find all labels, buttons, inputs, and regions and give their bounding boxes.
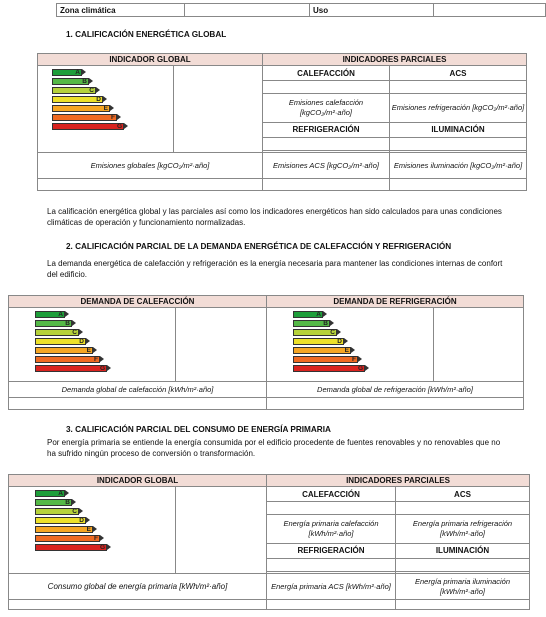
climate-zone-value[interactable] — [185, 4, 310, 17]
cooling-demand-label: Demanda global de refrigeración [kWh/m²·año] — [267, 382, 524, 398]
rating-bar-d: D — [293, 338, 344, 345]
rating-bar-c: C — [35, 508, 79, 515]
s3-global-rating-scale — [9, 487, 176, 574]
cooling-demand-total — [267, 398, 524, 410]
rating-bar-a: A — [35, 311, 65, 318]
rating-bar-e: E — [35, 347, 93, 354]
cooling-emissions-label: Emisiones refrigeración [kgCO₂/m²·año] — [390, 94, 527, 122]
rating-bar-a: A — [35, 490, 65, 497]
primary-energy-cooling-label: Energía primaria refrigeración [kWh/m²·año] — [396, 515, 530, 543]
rating-bar-c: C — [293, 329, 337, 336]
heating-emissions-label: Emisiones calefacción [kgCO₂/m²·año] — [263, 94, 390, 122]
section3-intro: Por energía primaria se entiende la energía consumida por el edificio procedente de fuentes renovables y no renovables que no ha sufrido ningún proceso de conversión o transformación. — [47, 438, 501, 458]
s3-acs-value — [396, 502, 530, 515]
rating-bar-g: G — [35, 365, 107, 372]
rating-bar-f: F — [52, 114, 117, 121]
s3-lighting-value — [396, 558, 530, 571]
rating-bar-g: G — [293, 365, 365, 372]
rating-bar-f: F — [35, 356, 100, 363]
rating-bar-g: G — [35, 544, 107, 551]
rating-bar-d: D — [35, 517, 86, 524]
global-rating-value — [174, 66, 263, 153]
s3-global-rating-value — [176, 487, 267, 574]
global-emissions-value — [38, 179, 263, 191]
acs-value — [390, 81, 527, 94]
rating-bar-c: C — [35, 329, 79, 336]
heating-value — [263, 81, 390, 94]
s3-lighting-header: ILUMINACIÓN — [396, 543, 530, 558]
acs-emissions-label: Emisiones ACS [kgCO₂/m²·año] — [263, 153, 390, 179]
section2-heading: 2. CALIFICACIÓN PARCIAL DE LA DEMANDA ENERGÉTICA DE CALEFACCIÓN Y REFRIGERACIÓN — [66, 242, 452, 251]
s3-global-indicator-header: INDICADOR GLOBAL — [9, 475, 267, 487]
rating-bar-b: B — [35, 499, 72, 506]
section3-heading: 3. CALIFICACIÓN PARCIAL DEL CONSUMO DE ENERGÍA PRIMARIA — [66, 425, 331, 434]
primary-energy-global-value — [9, 600, 267, 610]
use-value[interactable] — [434, 4, 546, 17]
use-label: Uso — [310, 4, 434, 17]
lighting-value — [390, 137, 527, 150]
rating-bar-e: E — [293, 347, 351, 354]
acs-emissions-value — [263, 179, 390, 191]
cooling-demand-scale — [267, 308, 434, 382]
s3-acs-header: ACS — [396, 487, 530, 502]
primary-energy-acs-label: Energía primaria ACS [kWh/m²·año] — [267, 574, 396, 600]
calculation-note: La calificación energética global y las parciales así como los indicadores energéticos han sido calculados para unas condiciones climáticas de operación y funcionamiento normalizadas. — [47, 207, 502, 227]
heating-demand-label: Demanda global de calefacción [kWh/m²·año] — [9, 382, 267, 398]
rating-bar-b: B — [293, 320, 330, 327]
section1-table — [37, 53, 527, 191]
rating-bar-b: B — [35, 320, 72, 327]
climate-zone-label: Zona climática — [57, 4, 185, 17]
global-rating-scale — [38, 66, 174, 153]
acs-header: ACS — [390, 66, 527, 81]
heating-demand-header: DEMANDA DE CALEFACCIÓN — [9, 296, 267, 308]
primary-energy-heating-label: Energía primaria calefacción [kWh/m²·año] — [267, 515, 396, 543]
rating-bar-d: D — [35, 338, 86, 345]
section2-intro: La demanda energética de calefacción y refrigeración es la energía necesaria para mantener las condiciones internas de confort del edificio. — [47, 259, 503, 279]
rating-bar-e: E — [52, 105, 110, 112]
s3-cooling-value — [267, 558, 396, 571]
section3-table — [8, 474, 530, 610]
climate-zone-table — [56, 3, 546, 17]
rating-bar-f: F — [35, 535, 100, 542]
s3-heating-value — [267, 502, 396, 515]
primary-energy-global-label: Consumo global de energía primaria [kWh/m²·año] — [9, 574, 267, 600]
lighting-emissions-value — [390, 179, 527, 191]
s3-partial-indicators-header: INDICADORES PARCIALES — [267, 475, 530, 487]
primary-energy-lighting-label: Energía primaria iluminación [kWh/m²·año] — [396, 574, 530, 600]
rating-bar-e: E — [35, 526, 93, 533]
rating-bar-d: D — [52, 96, 103, 103]
heating-demand-total — [9, 398, 267, 410]
heating-header: CALEFACCIÓN — [263, 66, 390, 81]
heating-demand-scale — [9, 308, 176, 382]
primary-energy-acs-value — [267, 600, 396, 610]
rating-bar-f: F — [293, 356, 358, 363]
section1-heading: 1. CALIFICACIÓN ENERGÉTICA GLOBAL — [66, 30, 227, 39]
cooling-header: REFRIGERACIÓN — [263, 122, 390, 137]
rating-bar-c: C — [52, 87, 96, 94]
primary-energy-lighting-value — [396, 600, 530, 610]
partial-indicators-header: INDICADORES PARCIALES — [263, 54, 527, 66]
heating-demand-value — [176, 308, 267, 382]
cooling-demand-value — [434, 308, 524, 382]
cooling-value — [263, 137, 390, 150]
s3-heating-header: CALEFACCIÓN — [267, 487, 396, 502]
rating-bar-b: B — [52, 78, 89, 85]
lighting-header: ILUMINACIÓN — [390, 122, 527, 137]
rating-bar-a: A — [52, 69, 82, 76]
rating-bar-g: G — [52, 123, 124, 130]
cooling-demand-header: DEMANDA DE REFRIGERACIÓN — [267, 296, 524, 308]
s3-cooling-header: REFRIGERACIÓN — [267, 543, 396, 558]
lighting-emissions-label: Emisiones iluminación [kgCO₂/m²·año] — [390, 153, 527, 179]
section2-table — [8, 295, 524, 410]
rating-bar-a: A — [293, 311, 323, 318]
global-emissions-label: Emisiones globales [kgCO₂/m²·año] — [38, 153, 263, 179]
global-indicator-header: INDICADOR GLOBAL — [38, 54, 263, 66]
